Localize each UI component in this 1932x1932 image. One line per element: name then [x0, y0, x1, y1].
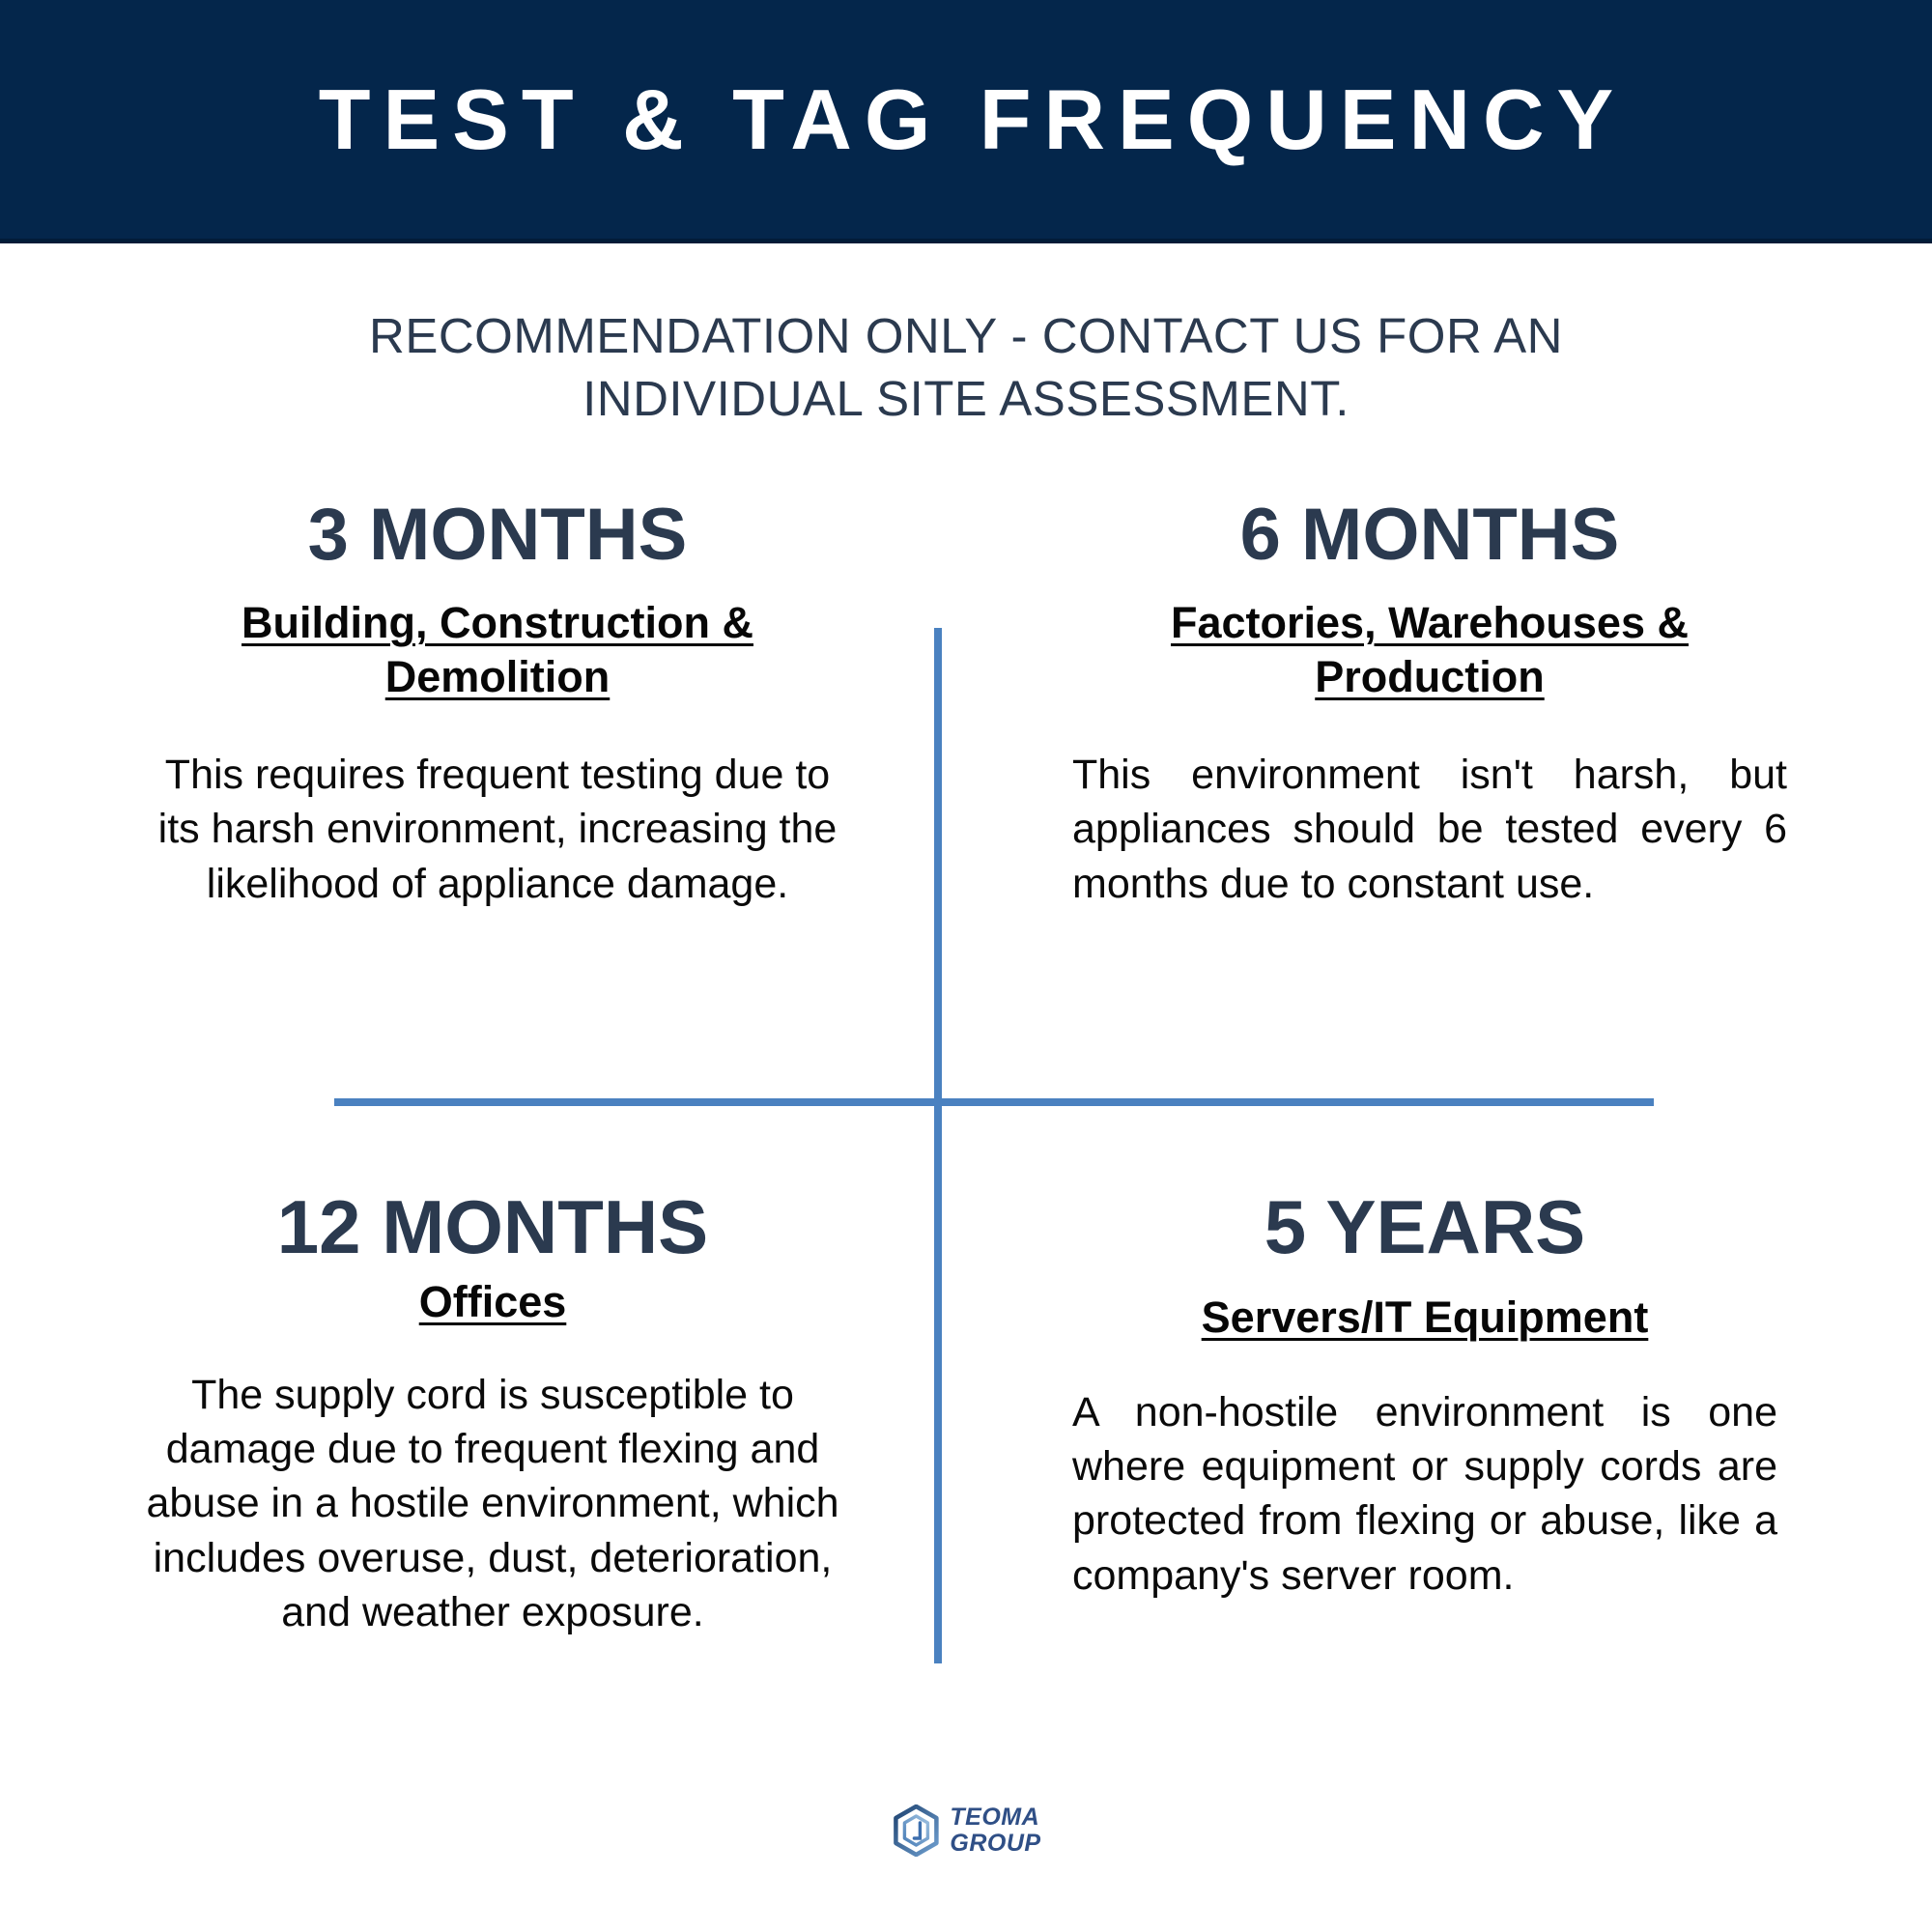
quadrant-subheading-text: Servers/IT Equipment [1201, 1293, 1649, 1343]
quadrant-subheading-text: Factories, Warehouses & Production [1170, 598, 1689, 701]
logo-wordmark [950, 1805, 1040, 1856]
quadrant-body: This requires frequent testing due to its harsh environment, increasing the likelihood of appliance damage. [157, 751, 838, 907]
quadrant-subheading [145, 573, 850, 703]
quadrant-body: A non-hostile environment is one where equipment or supply cords are protected from flexing or abuse, like a company's server room. [1072, 1388, 1777, 1599]
logo-line-two: GROUP [950, 1830, 1041, 1857]
footer-logo [891, 1804, 1040, 1857]
quadrant-heading: 5 YEARS [1264, 1184, 1586, 1269]
quadrant-body: The supply cord is susceptible to damage due to frequent flexing and abuse in a hostile environment, which includes overuse, dust, deterioration, and weather exposure. [146, 1371, 839, 1635]
quadrant-body: This environment isn't harsh, but appliances should be tested every 6 months due to constant use. [1072, 751, 1787, 907]
quadrant-three-months [0, 488, 966, 1111]
quadrant-heading: 6 MONTHS [1239, 494, 1620, 576]
subtitle-text: RECOMMENDATION ONLY - CONTACT US FOR AN INDIVIDUAL SITE ASSESSMENT. [368, 308, 1564, 426]
quadrant-five-years [966, 1111, 1932, 1734]
quadrant-grid [0, 488, 1932, 1734]
header-band [0, 0, 1932, 243]
logo-line-one: TEOMA [950, 1804, 1040, 1831]
quadrant-subheading [135, 1265, 850, 1328]
quadrant-heading: 3 MONTHS [307, 494, 688, 576]
quadrant-six-months [966, 488, 1932, 1111]
hexagon-cube-logo-icon [891, 1804, 941, 1857]
quadrant-twelve-months [0, 1111, 966, 1734]
quadrant-subheading [1072, 1265, 1777, 1344]
quadrant-subheading-text: Building, Construction & Demolition [242, 598, 753, 701]
quadrant-heading: 12 MONTHS [276, 1184, 709, 1269]
quadrant-subheading [1072, 573, 1787, 703]
page-title: TEST & TAG FREQUENCY [318, 71, 1627, 167]
quadrant-subheading-text: Offices [418, 1277, 567, 1327]
